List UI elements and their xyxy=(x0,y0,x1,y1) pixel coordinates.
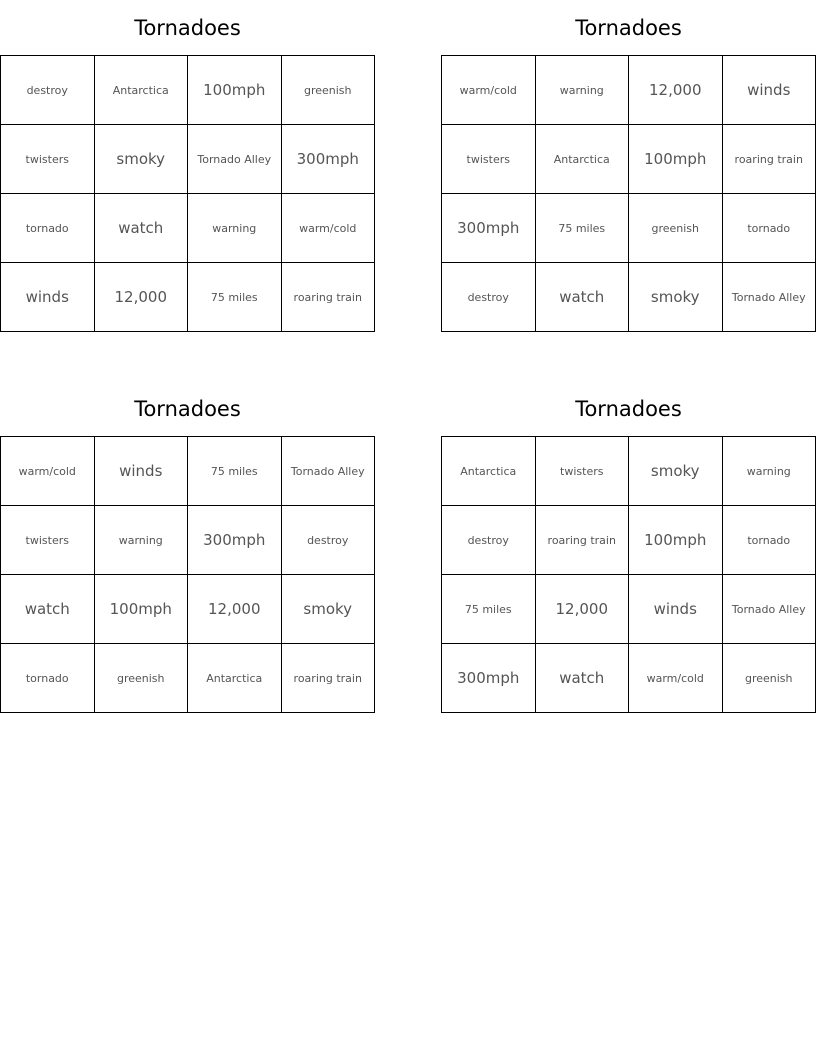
bingo-cell: winds xyxy=(95,437,189,506)
bingo-cell: watch xyxy=(1,575,95,644)
bingo-cell: greenish xyxy=(723,644,816,713)
bingo-cell: 100mph xyxy=(629,506,723,575)
bingo-card-1 xyxy=(0,12,375,332)
bingo-cell: smoky xyxy=(282,575,376,644)
bingo-cell: 75 miles xyxy=(188,437,282,506)
bingo-cell: 75 miles xyxy=(188,263,282,332)
bingo-cell: tornado xyxy=(723,194,816,263)
bingo-card-2 xyxy=(441,12,816,332)
bingo-cell: 300mph xyxy=(442,644,536,713)
bingo-cell: 300mph xyxy=(282,125,376,194)
bingo-cell: 12,000 xyxy=(536,575,630,644)
bingo-cell: warning xyxy=(723,437,816,506)
bingo-cell: warm/cold xyxy=(1,437,95,506)
bingo-cell: warning xyxy=(95,506,189,575)
bingo-cell: Antarctica xyxy=(188,644,282,713)
bingo-cell: warm/cold xyxy=(282,194,376,263)
card-title: Tornadoes xyxy=(134,16,241,40)
bingo-cell: 100mph xyxy=(95,575,189,644)
bingo-cell: Antarctica xyxy=(536,125,630,194)
bingo-cell: Tornado Alley xyxy=(188,125,282,194)
bingo-card-4 xyxy=(441,393,816,713)
card-title: Tornadoes xyxy=(575,397,682,421)
bingo-cell: smoky xyxy=(95,125,189,194)
bingo-cell: greenish xyxy=(95,644,189,713)
bingo-cell: 12,000 xyxy=(188,575,282,644)
card-title: Tornadoes xyxy=(134,397,241,421)
bingo-cell: destroy xyxy=(442,506,536,575)
bingo-cell: Tornado Alley xyxy=(723,263,816,332)
bingo-cell: twisters xyxy=(1,506,95,575)
bingo-cell: winds xyxy=(629,575,723,644)
bingo-cell: Tornado Alley xyxy=(723,575,816,644)
bingo-cell: warm/cold xyxy=(442,56,536,125)
bingo-cell: tornado xyxy=(1,644,95,713)
bingo-grid xyxy=(0,436,375,713)
bingo-cell: 100mph xyxy=(188,56,282,125)
bingo-cell: 75 miles xyxy=(536,194,630,263)
bingo-card-3 xyxy=(0,393,375,713)
bingo-cell: warning xyxy=(188,194,282,263)
bingo-cell: tornado xyxy=(1,194,95,263)
bingo-cell: roaring train xyxy=(282,263,376,332)
bingo-cell: tornado xyxy=(723,506,816,575)
bingo-cell: twisters xyxy=(536,437,630,506)
bingo-cell: watch xyxy=(536,263,630,332)
bingo-cell: 12,000 xyxy=(629,56,723,125)
bingo-cell: destroy xyxy=(1,56,95,125)
bingo-cell: 12,000 xyxy=(95,263,189,332)
bingo-cell: winds xyxy=(1,263,95,332)
bingo-cell: twisters xyxy=(442,125,536,194)
bingo-cell: 100mph xyxy=(629,125,723,194)
bingo-cell: smoky xyxy=(629,437,723,506)
bingo-cell: watch xyxy=(95,194,189,263)
bingo-cell: winds xyxy=(723,56,816,125)
bingo-cell: roaring train xyxy=(536,506,630,575)
bingo-cell: 300mph xyxy=(188,506,282,575)
bingo-cell: Antarctica xyxy=(95,56,189,125)
bingo-cell: greenish xyxy=(629,194,723,263)
bingo-grid xyxy=(441,55,816,332)
bingo-cell: destroy xyxy=(282,506,376,575)
bingo-cell: roaring train xyxy=(723,125,816,194)
bingo-cell: roaring train xyxy=(282,644,376,713)
bingo-cell: Tornado Alley xyxy=(282,437,376,506)
bingo-cell: warning xyxy=(536,56,630,125)
bingo-grid xyxy=(0,55,375,332)
bingo-cell: 300mph xyxy=(442,194,536,263)
bingo-grid xyxy=(441,436,816,713)
bingo-cell: greenish xyxy=(282,56,376,125)
bingo-cell: smoky xyxy=(629,263,723,332)
bingo-cell: Antarctica xyxy=(442,437,536,506)
bingo-cell: 75 miles xyxy=(442,575,536,644)
bingo-cell: warm/cold xyxy=(629,644,723,713)
bingo-cell: watch xyxy=(536,644,630,713)
bingo-cell: destroy xyxy=(442,263,536,332)
card-title: Tornadoes xyxy=(575,16,682,40)
bingo-cell: twisters xyxy=(1,125,95,194)
